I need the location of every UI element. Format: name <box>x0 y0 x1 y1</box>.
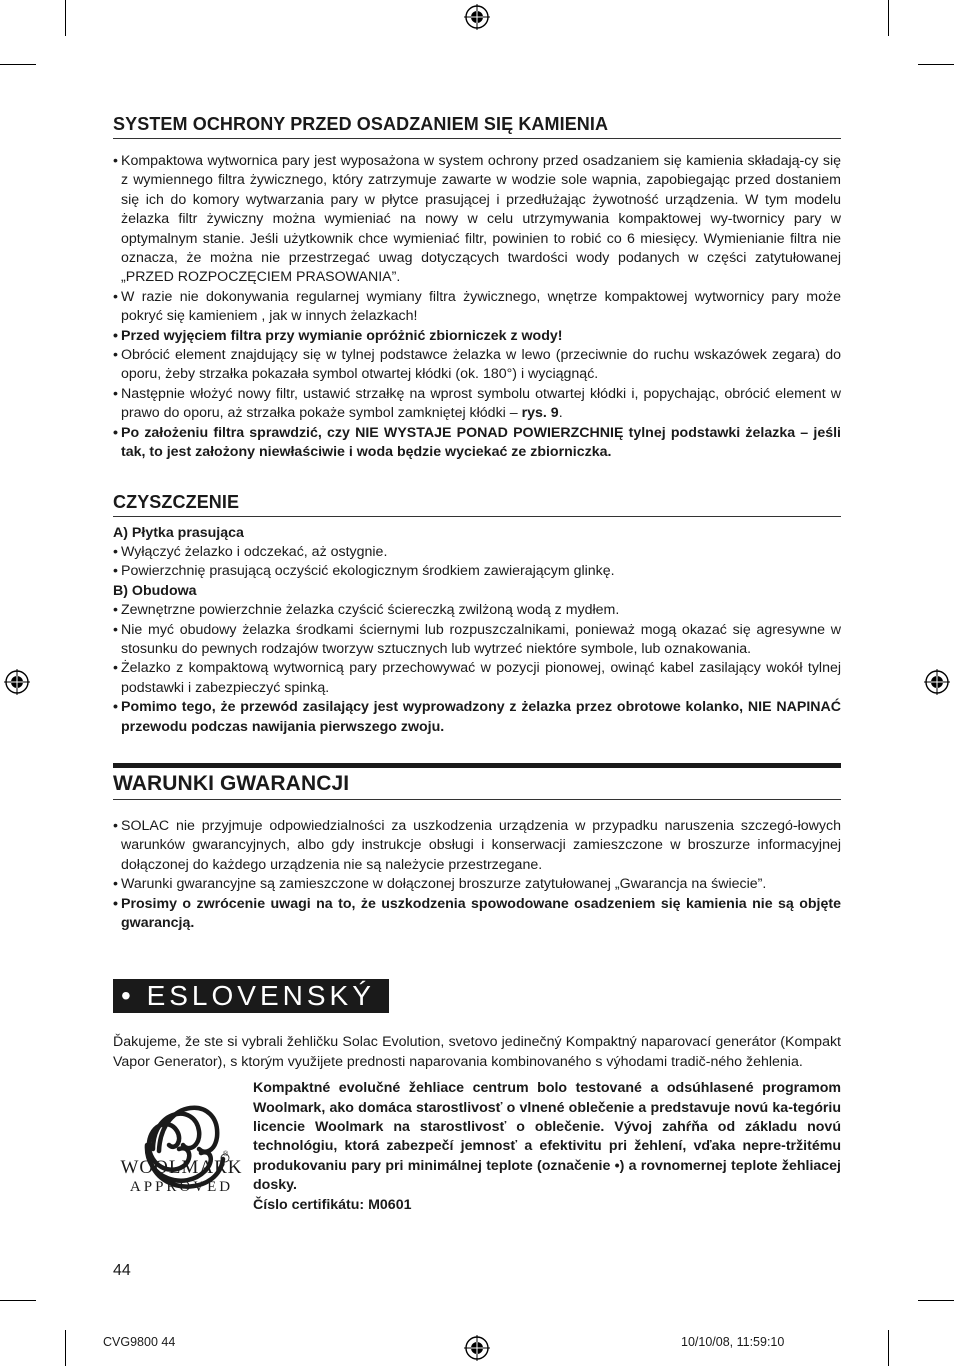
woolmark-approved: APPROVED <box>129 1179 234 1196</box>
cleaning-list-a <box>113 543 841 582</box>
list-item: • Nie myć obudowy żelazka środkami ściernymi lub rozpuszczalnikami, ponieważ mogą okazać się agresywne w stosunku do pewnych rodzajów tworzyw sztucznych lub wytrzeć niektóre symbole, lub oznakowania. <box>113 621 841 660</box>
list-item: • Wyłączyć żelazko i odczekać, aż ostygnie. <box>113 543 841 562</box>
section-heading-limescale: SYSTEM OCHRONY PRZED OSADZANIEM SIĘ KAMIENIA <box>113 114 841 139</box>
list-item: • SOLAC nie przyjmuje odpowiedzialności za uszkodzenia urządzenia w przypadku naruszenia szczegó-łowych warunków gwarancyjnych, albo gdy instrukcje obsługi i konserwacji zamieszczone w broszurze informacyjnej dołączonej do każdego urządzenia nie są należycie przestrzegane. <box>113 817 841 875</box>
certificate-number: Číslo certifikátu: M0601 <box>253 1196 412 1213</box>
woolmark-logo <box>113 1079 253 1209</box>
page-number: 44 <box>113 1262 131 1279</box>
list-item <box>113 385 841 424</box>
limescale-list <box>113 152 841 463</box>
subheading-housing: B) Obudowa <box>113 582 197 599</box>
list-item: • W razie nie dokonywania regularnej wymiany filtra żywicznego, wnętrze kompaktowej wytwornicy pary może pokryć się kamieniem , jak w innych żelazkach! <box>113 288 841 327</box>
woolmark-wordmark: WOOLMARK <box>120 1157 243 1179</box>
subheading-soleplate: A) Płytka prasująca <box>113 524 244 541</box>
intro-paragraph: Ďakujeme, že ste si vybrali žehličku Solac Evolution, svetovo jedinečný Kompaktný naparovací generátor (Kompakt Vapor Generator), s ktorým využijete prednosti naparovania kombinovaného s výhodami tradič-ného žehlenia. <box>113 1034 841 1070</box>
list-item: • Żelazko z kompaktową wytwornicą pary przechowywać w pozycji pionowej, owinąć kabel zasilający wokół tylnej podstawki i zabezpieczyć spinką. <box>113 659 841 698</box>
woolmark-paragraph: Kompaktné evolučné žehliace centrum bolo testované a odsúhlasené programom Woolmark, ako domáca starostlivosť o vlnené oblečenie a predstavuje novú ka-tegóriu licencie Woolmark na starostlivosť o oblečenie. Vývoj zahŕňa od základu novú technológiu, ktorá zabezpečí jemnosť a efektivitu pri žehlení, vďaka nepre-tržitému produkovaniu pary pri minimálnej teplote (označenie •) a rovnomernej teplote žehliacej dosky. <box>253 1080 841 1194</box>
footer-job-id: CVG9800 44 <box>103 1335 176 1349</box>
cleaning-list-b <box>113 601 841 737</box>
section-heading-warranty: WARUNKI GWARANCJI <box>113 763 841 800</box>
list-item: • Powierzchnię prasującą oczyścić ekologicznym środkiem zawierającym glinkę. <box>113 562 841 581</box>
list-item: • Pomimo tego, że przewód zasilający jest wyprowadzony z żelazka przez obrotowe kolanko, NIE NAPINAĆ przewodu podczas nawijania pierwszego zwoju. <box>113 698 841 737</box>
list-item: • Kompaktowa wytwornica pary jest wyposażona w system ochrony przed osadzaniem się kamienia składają-cy się z wymiennego filtra żywicznego, który zatrzymuje zawarte w wodzie sole wapnia, zapobiegając przed dostaniem się ich do komory wytwarzania pary w płytce prasującej i przedłużając żywotność urządzenia. W tym modelu żelazka filtr żywiczny można wymieniać na nowy w celu utrzymywania kompaktowej wy-twornicy pary w optymalnym stanie. Jeśli użytkownik chce wymieniać filtr, powinien to robić co 6 miesięcy. Wymienianie filtra nie oznacza, że można nie przestrzegać uwag dotyczących twardości wody podanych w części zatytułowanej „PRZED ROZPOCZĘCIEM PRASOWANIA”. <box>113 152 841 288</box>
list-item: • Zewnętrzne powierzchnie żelazka czyścić ściereczką zwilżoną wodą z mydłem. <box>113 601 841 620</box>
list-item: • Przed wyjęciem filtra przy wymianie opróżnić zbiorniczek z wody! <box>113 327 841 346</box>
footer-timestamp: 10/10/08, 11:59:10 <box>681 1335 785 1349</box>
list-item-text: Następnie włożyć nowy filtr, ustawić strzałkę na wprost symbolu otwartej kłódki i, popychając, obrócić element w prawo do oporu, aż strzałka pokaże symbol zamkniętej kłódki – <box>121 385 841 422</box>
woolmark-block <box>113 1079 841 1215</box>
list-item-end: . <box>558 405 563 422</box>
woolmark-description <box>253 1079 841 1215</box>
page-content <box>113 114 841 1215</box>
registration-mark-bottom <box>464 1335 490 1361</box>
list-item: • Prosimy o zwrócenie uwagi na to, że uszkodzenia spowodowane osadzeniem się kamienia nie są objęte gwarancją. <box>113 895 841 934</box>
warranty-list <box>113 817 841 933</box>
figure-reference: rys. 9 <box>521 405 559 422</box>
registration-mark-top <box>464 4 490 30</box>
registration-mark-right <box>924 669 950 695</box>
list-item: • Po założeniu filtra sprawdzić, czy NIE WYSTAJE PONAD POWIERZCHNIĘ tylnej podstawki żelazka – jeśli tak, to jest założony niewłaściwie i woda będzie wyciekać ze zbiorniczka. <box>113 424 841 463</box>
language-banner: • ESLOVENSKÝ <box>113 979 389 1013</box>
registration-mark-left <box>4 669 30 695</box>
registered-mark: ® <box>223 1151 229 1159</box>
list-item: • Warunki gwarancyjne są zamieszczone w dołączonej broszurze zatytułowanej „Gwarancja na świecie”. <box>113 875 841 894</box>
section-heading-cleaning: CZYSZCZENIE <box>113 492 841 517</box>
list-item: • Obrócić element znajdujący się w tylnej podstawce żelazka w lewo (przeciwnie do ruchu wskazówek zegara) do oporu, żeby strzałka pokazała symbol otwartej kłódki (ok. 180°) i wyciągnąć. <box>113 346 841 385</box>
